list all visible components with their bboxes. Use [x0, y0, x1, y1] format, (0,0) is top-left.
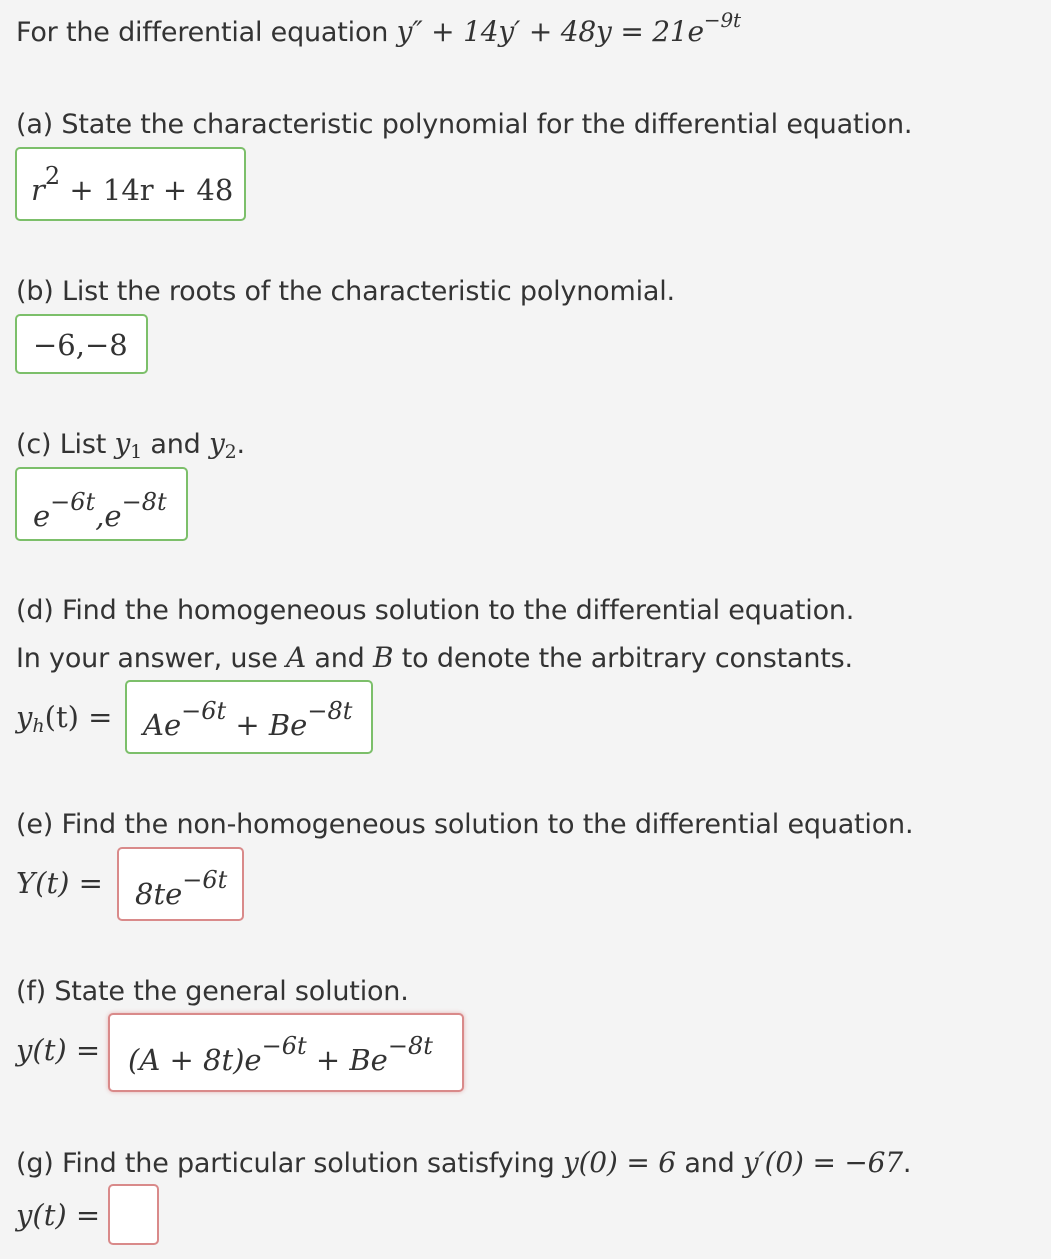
- part-g-answer-field[interactable]: [108, 1184, 159, 1245]
- part-f-answer: [128, 1032, 433, 1077]
- part-d-lhs-y: y: [16, 700, 33, 734]
- part-c-middle: and: [142, 429, 209, 460]
- part-d-constant-a: A: [286, 641, 307, 674]
- part-f-answer-a: (A + 8t)e: [128, 1043, 262, 1077]
- part-a-answer: [31, 162, 234, 207]
- part-c-y1: y: [114, 427, 131, 460]
- part-d-lhs-subscript: h: [32, 715, 45, 737]
- part-e-answer-field[interactable]: [117, 847, 244, 921]
- part-f-lhs: y(t) =: [16, 1033, 101, 1067]
- problem-equation: y″ + 14y′ + 48y = 21e: [396, 15, 704, 48]
- part-b-answer: −6,−8: [33, 328, 128, 362]
- part-d-answer: [143, 697, 353, 742]
- part-e-answer-exponent: −6t: [182, 866, 228, 894]
- part-c-y2-subscript: 2: [224, 441, 237, 463]
- part-c-prompt-start: (c) List: [16, 429, 115, 460]
- part-a-answer-exponent: 2: [44, 162, 61, 190]
- part-g-condition-1: y(0) = 6: [562, 1146, 676, 1179]
- part-d-instruction-end: to denote the arbitrary constants.: [393, 643, 853, 674]
- part-a-answer-base: r: [31, 173, 45, 207]
- part-d-instruction-and: and: [306, 643, 374, 674]
- problem-statement: [16, 8, 741, 50]
- part-c-answer-separator: ,e: [95, 499, 122, 533]
- part-e-lhs: Y(t) =: [16, 866, 103, 900]
- part-c-answer-field[interactable]: [15, 467, 188, 541]
- part-f-answer-field[interactable]: [108, 1013, 464, 1092]
- part-d-lhs-rest: (t) =: [44, 700, 113, 734]
- part-d-instruction-start: In your answer, use: [16, 643, 287, 674]
- part-a-answer-rest: + 14r + 48: [60, 173, 234, 207]
- part-f-prompt: (f) State the general solution.: [16, 976, 409, 1007]
- part-c-y2: y: [208, 427, 225, 460]
- part-c-y1-subscript: 1: [130, 441, 142, 463]
- part-c-end: .: [236, 429, 245, 460]
- problem-equation-exponent: −9t: [703, 8, 741, 32]
- part-g-prompt-start: (g) Find the particular solution satisfying: [16, 1148, 563, 1179]
- part-d-lhs: [16, 700, 113, 737]
- part-c-answer-e1: e: [33, 499, 51, 533]
- part-e-answer-base: 8te: [135, 877, 183, 911]
- part-d-answer-exponent-1: −6t: [181, 697, 227, 725]
- part-g-and: and: [675, 1148, 743, 1179]
- part-e-answer: [135, 866, 228, 911]
- part-f-answer-exponent-2: −8t: [387, 1032, 433, 1060]
- part-g-lhs: y(t) =: [16, 1198, 101, 1232]
- part-a-prompt: (a) State the characteristic polynomial for the differential equation.: [16, 109, 913, 140]
- part-d-prompt: (d) Find the homogeneous solution to the differential equation.: [16, 595, 855, 626]
- part-d-constant-b: B: [373, 641, 394, 674]
- part-e-prompt: (e) Find the non-homogeneous solution to the differential equation.: [16, 809, 914, 840]
- part-a-answer-field[interactable]: [15, 147, 246, 221]
- problem-intro: For the differential equation: [16, 17, 397, 48]
- part-d-instruction: [16, 641, 853, 676]
- part-c-prompt: [16, 427, 245, 462]
- part-g-prompt: [16, 1146, 911, 1181]
- part-d-answer-b: + Be: [226, 708, 308, 742]
- part-f-answer-b: + Be: [306, 1043, 388, 1077]
- part-g-end: .: [902, 1148, 912, 1179]
- part-c-answer: [33, 488, 167, 533]
- part-b-answer-field[interactable]: [15, 314, 148, 374]
- part-c-answer-exponent-2: −8t: [121, 488, 167, 516]
- part-c-answer-exponent-1: −6t: [50, 488, 96, 516]
- part-d-answer-a: Ae: [143, 708, 182, 742]
- part-d-answer-field[interactable]: [125, 680, 373, 754]
- part-g-condition-2: y′(0) = −67: [742, 1146, 903, 1179]
- part-d-answer-exponent-2: −8t: [307, 697, 353, 725]
- part-f-answer-exponent-1: −6t: [261, 1032, 307, 1060]
- part-b-prompt: (b) List the roots of the characteristic polynomial.: [16, 276, 675, 307]
